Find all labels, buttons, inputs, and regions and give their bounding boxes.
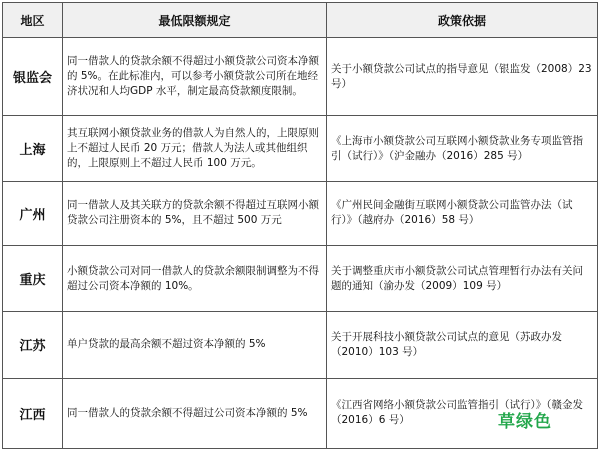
header-region: 地区 bbox=[3, 3, 63, 38]
rule-cell: 同一借款人的贷款余额不得超过小额贷款公司资本净额的 5%。在此标准内，可以参考小额贷款公司所在地经济状况和人均GDP 水平，制定最高贷款额度限制。 bbox=[63, 38, 327, 116]
table-row bbox=[3, 116, 598, 181]
region-cell: 上海 bbox=[3, 116, 63, 181]
header-basis: 政策依据 bbox=[327, 3, 598, 38]
basis-cell: 《江西省网络小额贷款公司监管指引（试行）》（赣金发（2016）6 号） bbox=[327, 378, 598, 448]
basis-cell: 关于调整重庆市小额贷款公司试点管理暂行办法有关问题的通知（渝办发（2009）109 号） bbox=[327, 246, 598, 312]
policy-table bbox=[2, 2, 598, 449]
basis-cell: 关于开展科技小额贷款公司试点的意见（苏政办发（2010）103 号） bbox=[327, 312, 598, 378]
region-cell: 江苏 bbox=[3, 312, 63, 378]
rule-cell: 同一借款人及其关联方的贷款余额不得超过互联网小额贷款公司注册资本的 5%，且不超过 500 万元 bbox=[63, 181, 327, 245]
table-row bbox=[3, 38, 598, 116]
region-cell: 广州 bbox=[3, 181, 63, 245]
basis-cell: 《广州民间金融街互联网小额贷款公司监管办法（试行）》（越府办（2016）58 号） bbox=[327, 181, 598, 245]
rule-cell: 其互联网小额贷款业务的借款人为自然人的，上限原则上不超过人民币 20 万元；借款人为法人或其他组织的，上限原则上不超过人民币 100 万元。 bbox=[63, 116, 327, 181]
basis-cell: 《上海市小额贷款公司互联网小额贷款业务专项监管指引（试行）》（沪金融办（2016）285 号） bbox=[327, 116, 598, 181]
table-row bbox=[3, 312, 598, 378]
region-cell: 重庆 bbox=[3, 246, 63, 312]
table-row bbox=[3, 246, 598, 312]
watermark-text: 草绿色 bbox=[498, 412, 552, 432]
region-cell: 银监会 bbox=[3, 38, 63, 116]
header-rule: 最低限额规定 bbox=[63, 3, 327, 38]
rule-cell: 同一借款人的贷款余额不得超过公司资本净额的 5% bbox=[63, 378, 327, 448]
table-row bbox=[3, 181, 598, 245]
region-cell: 江西 bbox=[3, 378, 63, 448]
basis-cell: 关于小额贷款公司试点的指导意见（银监发（2008）23 号） bbox=[327, 38, 598, 116]
rule-cell: 小额贷款公司对同一借款人的贷款余额限制调整为不得超过公司资本净额的 10%。 bbox=[63, 246, 327, 312]
header-row bbox=[3, 3, 598, 38]
rule-cell: 单户贷款的最高余额不超过资本净额的 5% bbox=[63, 312, 327, 378]
